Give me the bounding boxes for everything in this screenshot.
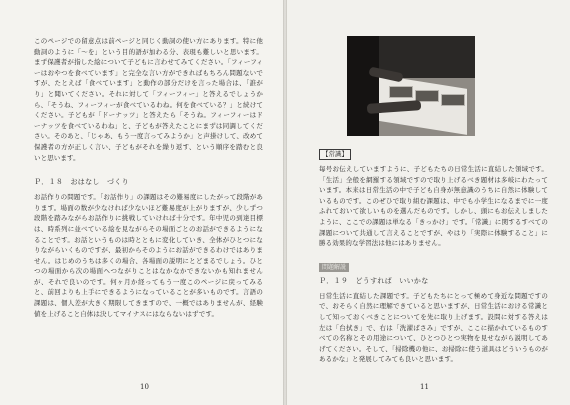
- right-paragraph-2: 日常生活に直結した課題です。子どもたちにとって極めて身近な問題ですので、おそらく自然に理解できていると思いますが、日常生活における常識として知っておくべきことについてを先に取り上げます。設問に対する答えは左は「台拭き」で、右は「洗濯ばさみ」ですが、ここに描かれているものすべての名称とその用途について、ひとつひとつ実物を見せながら説明してあげてください。そして、「掃除機の他に、お掃除に使う道具はどういうものがあるかな」と発展してみても良いと思います。: [319, 291, 548, 364]
- photo-card-strip: [389, 86, 413, 98]
- right-paragraph-1: 毎号お伝えしていますように、子どもたちの日常生活に直結した領域です。「生活」全般を網羅する領域ですので取り上げるべき題材は多岐にわたっています。本来は日常生活の中で子ども自身が無意識のうちに自然に体験しているものです。このぜひで取り組む課題は、中でも小学生になるまでに一度ふれておいて欲しいものを選んだものです。しかし、頭にもお伝えしましたように、ここでの課題は単なる「きっかけ」です。「常識」に関するすべての課題について共通して言えることですが、やはり「実際に体験すること」に勝る効果的な学習法は他にはありません。: [319, 165, 548, 248]
- left-page: [0, 0, 283, 405]
- photo-child-silhouette: [347, 36, 379, 136]
- right-section-heading: Ｐ．１９ どうすれば いいかな: [319, 276, 429, 285]
- activity-photo: [347, 36, 475, 136]
- photo-card-strip: [441, 94, 465, 106]
- left-section-heading: Ｐ．１８ おはなし づくり: [34, 178, 129, 187]
- left-paragraph-2: お話作りの問題です。「お話作り」の課題はその難易度にしたがって段階があります。場面の数が少なければ少ないほど難易度が上がりますが、少しずつ段階を踏みながらお話作りに挑戦していければ十分です。年中児の到達目標は、時系列に並べている絵を見ながらその場面ごとのお話ができるようになることです。お話というものは時とともに変化していき、全体がひとつになりながらいくものですが、最初からそのようにお話ができるわけではありません。はじめのうちは多くの場合、各場面の説明にとどまるでしょう。ひとつの場面から次の場面へつながりことはなかなかできないかも知れませんが、それで良いのです。何ヶ月か経ってもう一度このページに戻ってみると、前回よりも上手にできるようになっていることが多いものです。言語の課題は、個人差が大きく期限してきますので、一概ではありませんが、経験値を上げること自体は決してマイナスにはならないはずです。: [34, 193, 263, 318]
- left-page-number: 10: [140, 383, 149, 391]
- explanation-tag: 問題解説: [319, 263, 349, 272]
- common-sense-tag: 【常識】: [319, 149, 351, 160]
- right-page: [287, 0, 570, 405]
- right-page-number: 11: [420, 383, 429, 391]
- left-paragraph-1: このページでの留意点は前ページと同じく動詞の使い方にあります。特に他動詞のように「〜を」という目的語が加わる分、表現も難しいと思います。まず保護者が指した絵について子どもに言わせてみてください。「フィーフィーはおやつを食べています」と完全な言い方ができればもちろん問題ないですが、たとえば「食べています」と動作の部分だけを言った場合は、「誰がり」と聞いてください。それに対して「フィーフィー」と答えるでしょうから、「そうね、フィーフィーが食べているわね。何を食べている？」と続けてください。子どもが「ドーナッツ」と答えたら「そうね。フィーフィーはドーナッツを食べているわね」と、子どもが答えたことにまずは同調してください。そのあと、「じゃあ、もう一度言ってみようか」と声掛けして、改めて保護者の方が正しく言い、子どもがそれを繰り返す、という順序を踏むと良いと思います。: [34, 37, 263, 162]
